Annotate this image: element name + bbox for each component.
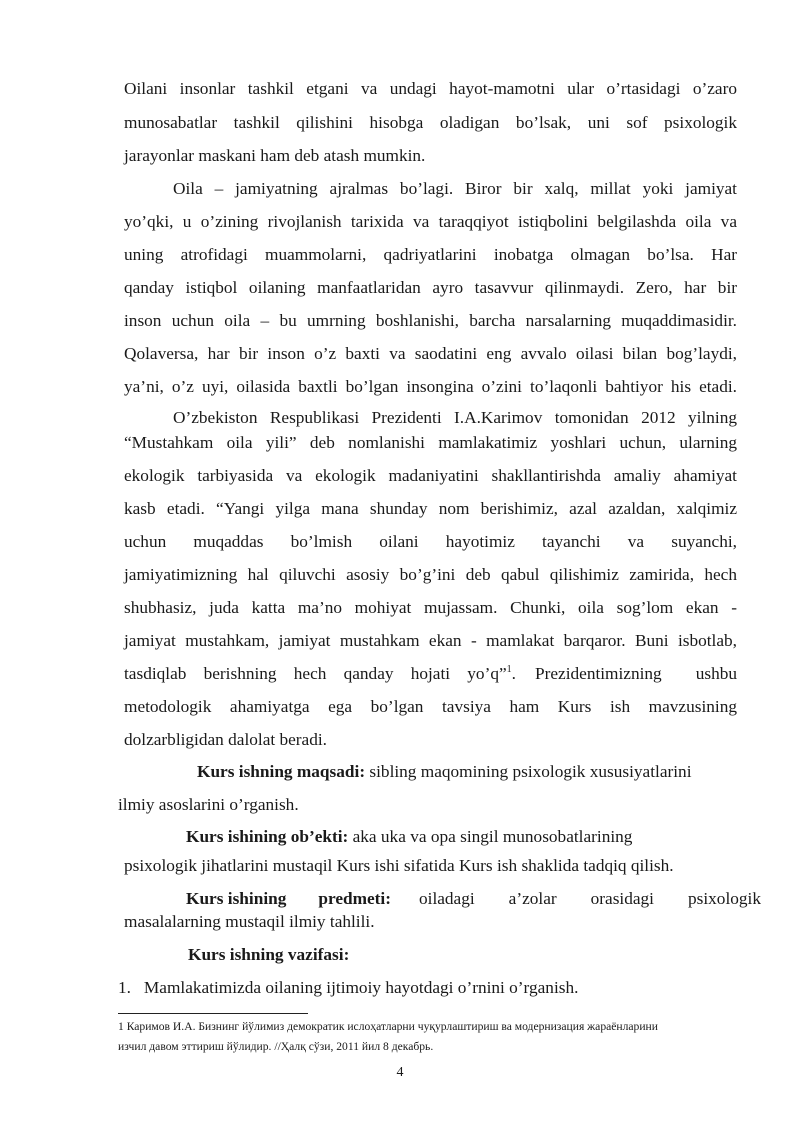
- body-line-with-footnote: [124, 665, 737, 682]
- body-line: ya’ni, o’z uyi, oilasida baxtli bo’lgan insongina o’zini to’laqonli bahtiyor his etadi.: [124, 377, 737, 396]
- body-line: “Mustahkam oila yili” deb nomlanishi mamlakatimiz yoshlari uchun, ularning: [124, 433, 737, 452]
- text: tasdiqlab: [124, 664, 187, 683]
- text: Kurs ishining: [186, 889, 287, 908]
- body-line: Oila – jamiyatning ajralmas bo’lagi. Biror bir xalq, millat yoki jamiyat: [173, 179, 737, 198]
- text: hech: [293, 664, 327, 683]
- footnote-separator: [118, 1013, 308, 1014]
- body-line: jamiyatimizning hal qiluvchi asosiy bo’g’ini deb qabul qilishimiz zamirida, hech: [124, 565, 737, 584]
- body-line: jarayonlar maskani ham deb atash mumkin.: [124, 146, 426, 165]
- body-line-segment: [124, 665, 516, 682]
- body-line: qanday istiqbol oilaning manfaatlaridan ayro tasavvur qilinmaydi. Zero, har bir: [124, 278, 737, 297]
- body-line: uning atrofidagi muammolarni, qadriyatlarini inobatga olmagan bo’lsa. Har: [124, 245, 737, 264]
- text: a’zolar: [508, 889, 557, 908]
- footnote-marker[interactable]: 1: [506, 664, 512, 676]
- goal-line: [197, 763, 692, 780]
- body-line: Oilani insonlar tashkil etgani va undagi hayot-mamotni ular o’rtasidagi o’zaro: [124, 79, 737, 98]
- body-line: dolzarbligidan dalolat beradi.: [124, 730, 327, 749]
- text: orasidagi: [590, 889, 654, 908]
- goal-line-2: ilmiy asoslarini o’rganish.: [118, 795, 299, 814]
- text: berishning: [203, 664, 277, 683]
- subject-label: [186, 890, 391, 907]
- text: qanday: [343, 664, 394, 683]
- body-line: shubhasiz, juda katta ma’no mohiyat mujassam. Chunki, oila sog’lom ekan -: [124, 598, 737, 617]
- object-line-2: psixologik jihatlarini mustaqil Kurs ishi sifatida Kurs ish shaklida tadqiq qilish.: [124, 856, 674, 875]
- body-line: jamiyat mustahkam, jamiyat mustahkam ekan - mamlakat barqaror. Buni isbotlab,: [124, 631, 737, 650]
- body-line: inson uchun oila – bu umrning boshlanishi, barcha narsalarning muqaddimasidir.: [124, 311, 737, 330]
- footnote-line: 1 Каримов И.А. Бизнинг йўлимиз демократик ислоҳатларни чуқурлаштириш ва модернизация жараёнларини: [118, 1020, 658, 1033]
- text: oiladagi: [419, 889, 475, 908]
- object-text: aka uka va opa singil munosobatlarining: [348, 827, 633, 846]
- subject-line: [186, 890, 761, 907]
- text: Prezidentimizning: [535, 664, 662, 683]
- text: predmeti:: [318, 889, 391, 908]
- body-line: munosabatlar tashkil qilishini hisobga oladigan bo’lsak, uni sof psixologik: [124, 113, 737, 132]
- body-line: ekologik tarbiyasida va ekologik madaniyatini shakllantirishda amaliy ahamiyat: [124, 466, 737, 485]
- subject-line-2: masalalarning mustaqil ilmiy tahlili.: [124, 912, 375, 931]
- text: psixologik: [688, 889, 761, 908]
- text: yo’q”$^1$.: [467, 664, 516, 683]
- text: ushbu: [695, 664, 737, 683]
- body-line: kasb etadi. “Yangi yilga mana shunday nom berishimiz, azal azaldan, xalqimiz: [124, 499, 737, 518]
- task-item-1: 1. Mamlakatimizda oilaning ijtimoiy hayotdagi o’rnini o’rganish.: [118, 978, 579, 997]
- body-line: metodologik ahamiyatga ega bo’lgan tavsiya ham Kurs ish mavzusining: [124, 697, 737, 716]
- subject-text: [419, 890, 761, 907]
- goal-label: Kurs ishning maqsadi:: [197, 762, 366, 781]
- body-line: O’zbekiston Respublikasi Prezidenti I.A.Karimov tomonidan 2012 yilning: [173, 408, 737, 427]
- body-line: uchun muqaddas bo’lmish oilani hayotimiz tayanchi va suyanchi,: [124, 532, 737, 551]
- page-number: 4: [396, 1065, 404, 1080]
- text: hojati: [410, 664, 451, 683]
- body-line: yo’qki, u o’zining rivojlanish tarixida va taraqqiyot istiqbolini belgilashda oila va: [124, 212, 737, 231]
- body-line: Qolaversa, har bir inson o’z baxti va saodatini eng avvalo oilasi bilan bog’laydi,: [124, 344, 737, 363]
- footnote-line: изчил давом эттириш йўлидир. //Ҳалқ сўзи, 2011 йил 8 декабрь.: [118, 1040, 434, 1053]
- object-line: [186, 828, 632, 845]
- object-label: Kurs ishining ob’ekti:: [186, 827, 349, 846]
- tasks-label: Kurs ishning vazifasi:: [188, 945, 350, 964]
- body-line-segment: [535, 665, 737, 682]
- goal-text: sibling maqomining psixologik xususiyatlarini: [365, 762, 692, 781]
